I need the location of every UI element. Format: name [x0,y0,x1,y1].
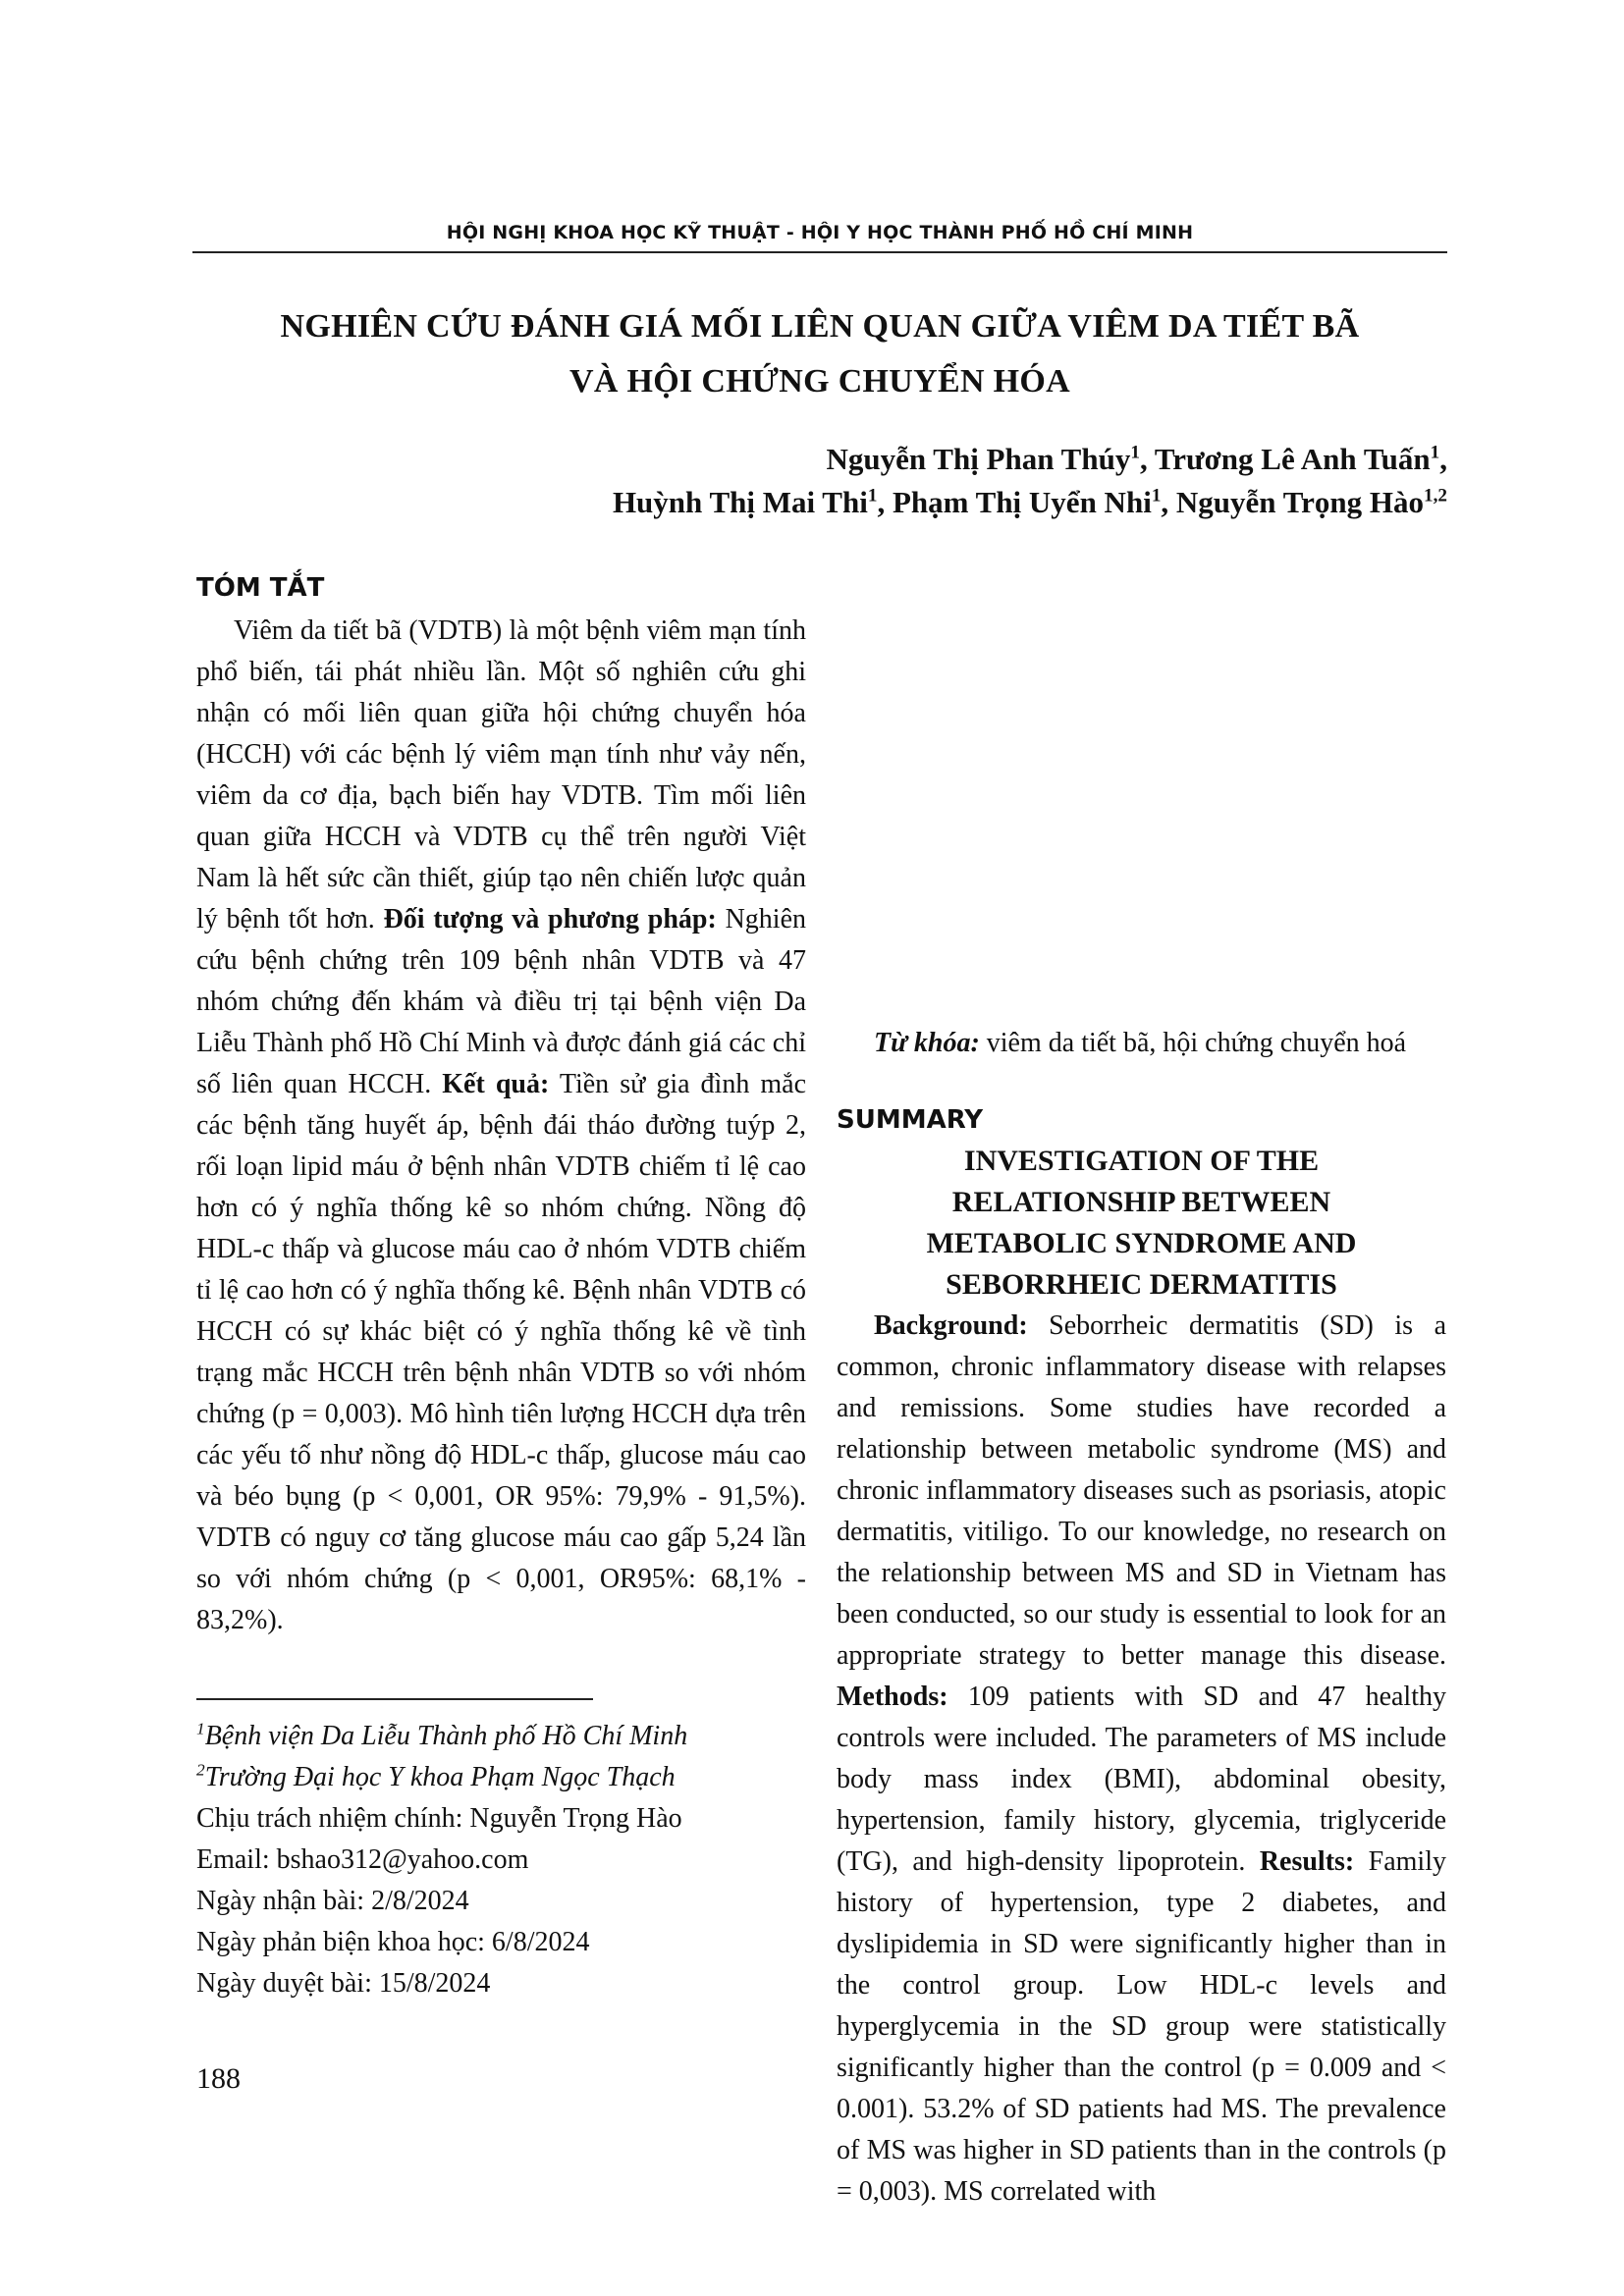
title-line-1: NGHIÊN CỨU ĐÁNH GIÁ MỐI LIÊN QUAN GIỮA VIÊM DA TIẾT BÃ [280,308,1360,345]
affiliation-2-text: Trường Đại học Y khoa Phạm Ngọc Thạch [204,1762,676,1792]
affiliation-1-text: Bệnh viện Da Liễu Thành phố Hồ Chí Minh [204,1721,688,1751]
author-name: Nguyễn Trọng Hào [1175,485,1424,519]
author-separator: , [1161,485,1176,519]
abstract-results: Tiền sử gia đình mắc các bệnh tăng huyết áp, bệnh đái tháo đường tuýp 2, rối loạn lipid máu ở bệnh nhân VDTB chiếm tỉ lệ cao hơn có ý nghĩa thống kê so nhóm chứng. Nồng độ HDL-c thấp và glucose máu cao ở nhóm VDTB chiếm tỉ lệ cao hơn có ý nghĩa thống kê. Bệnh nhân VDTB có HCCH có sự khác biệt có ý nghĩa thống kê về tình trạng mắc HCCH trên bệnh nhân VDTB so với nhóm chứng (p = 0,003). Mô hình tiên lượng HCCH dựa trên các yếu tố như nồng độ HDL-c thấp, glucose máu cao và béo bụng (p < 0,001, OR 95%: 79,9% - 91,5%). VDTB có nguy cơ tăng glucose máu cao gấp 5,24 lần so với nhóm chứng (p < 0,001, OR95%: 68,1% - 83,2%). [196,1069,807,1635]
author-line-2 [613,481,1447,524]
author-name: Trương Lê Anh Tuấn [1154,442,1431,476]
english-title [837,1141,1446,1306]
author-affiliation-sup: 1 [1151,485,1162,507]
date-received: Ngày nhận bài: 2/8/2024 [196,1886,469,1916]
author-email: Email: bshao312@yahoo.com [196,1844,529,1875]
summary-heading: SUMMARY [837,1105,984,1135]
title-line-2: VÀ HỘI CHỨNG CHUYỂN HÓA [569,363,1070,400]
author-separator: , [1139,442,1155,476]
author-list [613,438,1447,524]
methods-label-en: Methods: [837,1682,948,1712]
date-reviewed: Ngày phản biện khoa học: 6/8/2024 [196,1927,590,1957]
date-accepted: Ngày duyệt bài: 15/8/2024 [196,1968,491,1999]
author-name: Huỳnh Thị Mai Thi [612,485,868,519]
abstract-intro: Viêm da tiết bã (VDTB) là một bệnh viêm mạn tính phổ biến, tái phát nhiều lần. Một số nghiên cứu ghi nhận có mối liên quan giữa hội chứng chuyển hóa (HCCH) với các bệnh lý viêm mạn tính như vảy nến, viêm da cơ địa, bạch biến hay VDTB. Tìm mối liên quan giữa HCCH và VDTB cụ thể trên người Việt Nam là hết sức cần thiết, giúp tạo nên chiến lược quản lý bệnh tốt hơn. [196,615,806,934]
author-affiliation-sup: 1 [867,485,878,507]
summary-paragraph [837,1306,1446,2213]
affiliation-sup-1: 1 [196,1719,205,1738]
abstract-heading: TÓM TẮT [196,573,325,603]
author-line-1 [613,438,1447,481]
english-title-line-2: RELATIONSHIP BETWEEN [951,1186,1331,1218]
author-affiliation-sup: 1 [1430,442,1440,463]
author-affiliation-sup: 1,2 [1423,485,1447,507]
author-affiliation-sup: 1 [1130,442,1140,463]
keywords: viêm da tiết bã, hội chứng chuyển hoá [986,1028,1407,1058]
summary-background: Seborrheic dermatitis (SD) is a common, chronic inflammatory disease with relapses and remissions. Some studies have recorded a relationship between metabolic syndrome (MS) and chronic inflammatory diseases such as psoriasis, atopic dermatitis, vitiligo. To our knowledge, no research on the relationship between MS and SD in Vietnam has been conducted, so our study is essential to look for an appropriate strategy to better manage this disease. [837,1310,1446,1671]
results-label: Kết quả: [442,1069,550,1099]
summary-methods: 109 patients with SD and 47 healthy controls were included. The parameters of MS include body mass index (BMI), abdominal obesity, hypertension, family history, glycemia, triglyceride (TG), and high-density lipoprotein. [837,1682,1446,1877]
results-label-en: Results: [1259,1846,1355,1877]
author-separator: , [1439,442,1447,476]
footnote-rule [196,1698,593,1700]
author-name: Phạm Thị Uyển Nhi [892,485,1152,519]
keywords-label: Từ khóa: [874,1028,980,1058]
english-title-line-4: SEBORRHEIC DERMATITIS [946,1268,1337,1301]
abstract-methods: Nghiên cứu bệnh chứng trên 109 bệnh nhân VDTB và 47 nhóm chứng đến khám và điều trị tại bệnh viện Da Liễu Thành phố Hồ Chí Minh và được đánh giá các chỉ số liên quan HCCH. [196,904,806,1099]
affiliation-sup-2: 2 [196,1760,205,1780]
background-label: Background: [874,1310,1028,1341]
running-header: HỘI NGHỊ KHOA HỌC KỸ THUẬT - HỘI Y HỌC THÀNH PHỐ HỒ CHÍ MINH [446,222,1194,243]
footnote-affiliation-1 [196,1716,806,1757]
author-name: Nguyễn Thị Phan Thúy [826,442,1131,476]
english-title-line-1: INVESTIGATION OF THE [963,1145,1320,1177]
summary-results: Family history of hypertension, type 2 diabetes, and dyslipidemia in SD were significantly higher than in the control group. Low HDL-c levels and hyperglycemia in the SD group were statistically significantly higher than the control (p = 0.009 and < 0.001). 53.2% of SD patients had MS. The prevalence of MS was higher in SD patients than in the controls (p = 0,003). MS correlated with [837,1846,1446,2207]
header-rule [192,251,1447,253]
methods-label: Đối tượng và phương pháp: [383,904,717,934]
footnotes [196,1669,806,2004]
corresponding-author: Chịu trách nhiệm chính: Nguyễn Trọng Hào [196,1803,682,1834]
author-separator: , [877,485,893,519]
footnote-affiliation-2 [196,1757,806,1798]
article-title [192,299,1447,409]
page-number: 188 [196,2062,241,2095]
abstract-paragraph [196,611,806,1641]
left-column [196,567,806,1641]
right-column [837,567,1446,2213]
keywords-paragraph [837,1023,1446,1064]
english-title-line-3: METABOLIC SYNDROME AND [926,1227,1357,1259]
